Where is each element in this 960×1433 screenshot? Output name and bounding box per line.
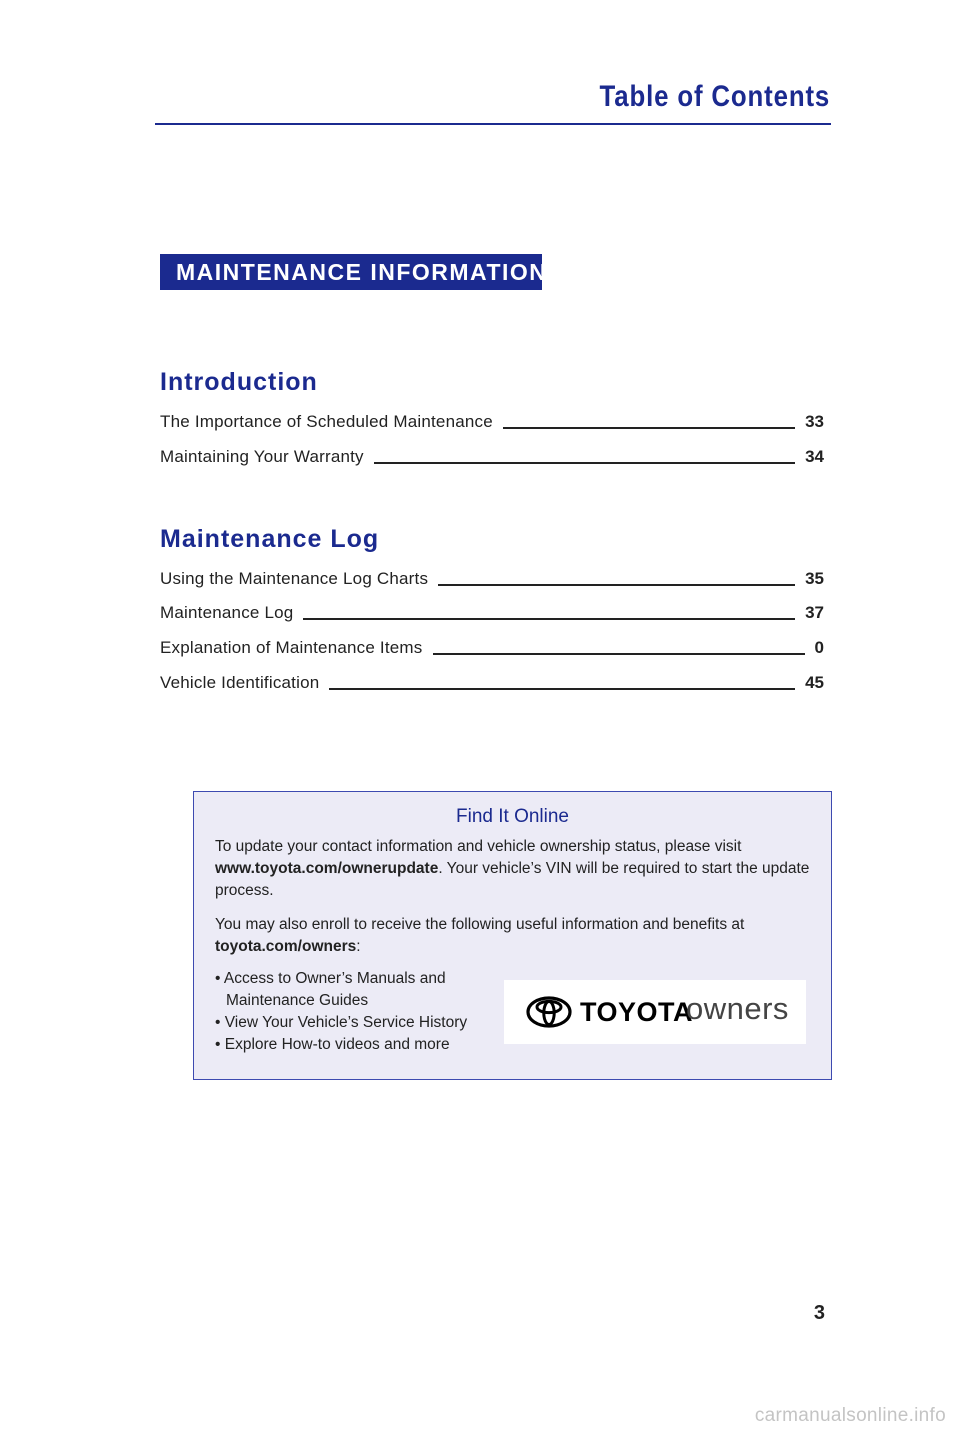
ownerupdate-paragraph: [215, 836, 815, 902]
page-title: Table of Contents: [599, 80, 830, 113]
section-banner: MAINTENANCE INFORMATION: [160, 254, 542, 290]
toc-leader-line: [303, 618, 795, 620]
paragraph-text: :: [356, 938, 361, 955]
paragraph-text: You may also enroll to receive the following useful information and benefits at: [215, 916, 745, 933]
toc-entry-page: 37: [805, 603, 824, 622]
toyota-emblem-icon: [526, 996, 572, 1028]
list-item: • View Your Vehicle’s Service History: [215, 1014, 468, 1031]
group-heading-introduction: Introduction: [160, 368, 318, 396]
toc-entry-label: Explanation of Maintenance Items: [160, 638, 423, 657]
toc-entry-page: 33: [805, 412, 824, 431]
toc-entry-vehicle-identification[interactable]: [160, 669, 824, 693]
list-item: • Access to Owner’s Manuals and Maintenance Guides: [215, 970, 446, 1009]
toc-entry-explanation-items[interactable]: [160, 634, 824, 658]
ownerupdate-link[interactable]: www.toyota.com/ownerupdate: [215, 860, 439, 877]
toc-leader-line: [374, 462, 795, 464]
toc-entry-label: The Importance of Scheduled Maintenance: [160, 412, 493, 431]
toc-entry-label: Using the Maintenance Log Charts: [160, 569, 429, 588]
watermark-text: carmanualsonline.info: [754, 1405, 946, 1426]
toc-entry-using-log-charts[interactable]: [160, 565, 824, 589]
toc-leader-line: [329, 688, 795, 690]
list-item: • Explore How-to videos and more: [215, 1036, 450, 1053]
toc-entry-label: Vehicle Identification: [160, 673, 320, 692]
benefits-list: [215, 968, 505, 1056]
group-heading-maintenance-log: Maintenance Log: [160, 525, 380, 553]
toc-entry-page: 35: [805, 569, 824, 588]
find-it-online-box: [193, 791, 832, 1080]
toc-entry-page: 0: [814, 638, 824, 657]
toc-entry-scheduled-maintenance[interactable]: [160, 408, 824, 432]
toc-entry-page: 45: [805, 673, 824, 692]
paragraph-text: . Your vehicle’s VIN will be required to start the update process.: [215, 860, 810, 899]
toc-entry-page: 34: [805, 447, 824, 466]
toyota-owners-logo: [504, 980, 806, 1044]
toc-leader-line: [433, 653, 805, 655]
toc-entry-warranty[interactable]: [160, 443, 824, 467]
owners-link[interactable]: toyota.com/owners: [215, 938, 357, 955]
toc-leader-line: [503, 427, 795, 429]
paragraph-text: To update your contact information and vehicle ownership status, please visit: [215, 838, 742, 855]
toc-entry-label: Maintaining Your Warranty: [160, 447, 364, 466]
enroll-paragraph: [215, 914, 815, 958]
logo-word-owners: owners: [686, 991, 789, 1026]
logo-word-toyota: TOYOTA: [580, 997, 694, 1027]
find-it-online-title: Find It Online: [456, 806, 569, 827]
toc-entry-label: Maintenance Log: [160, 603, 294, 622]
title-divider: [155, 123, 831, 125]
toc-entry-maintenance-log[interactable]: [160, 599, 824, 623]
page-number: 3: [813, 1302, 825, 1324]
toc-leader-line: [438, 584, 795, 586]
